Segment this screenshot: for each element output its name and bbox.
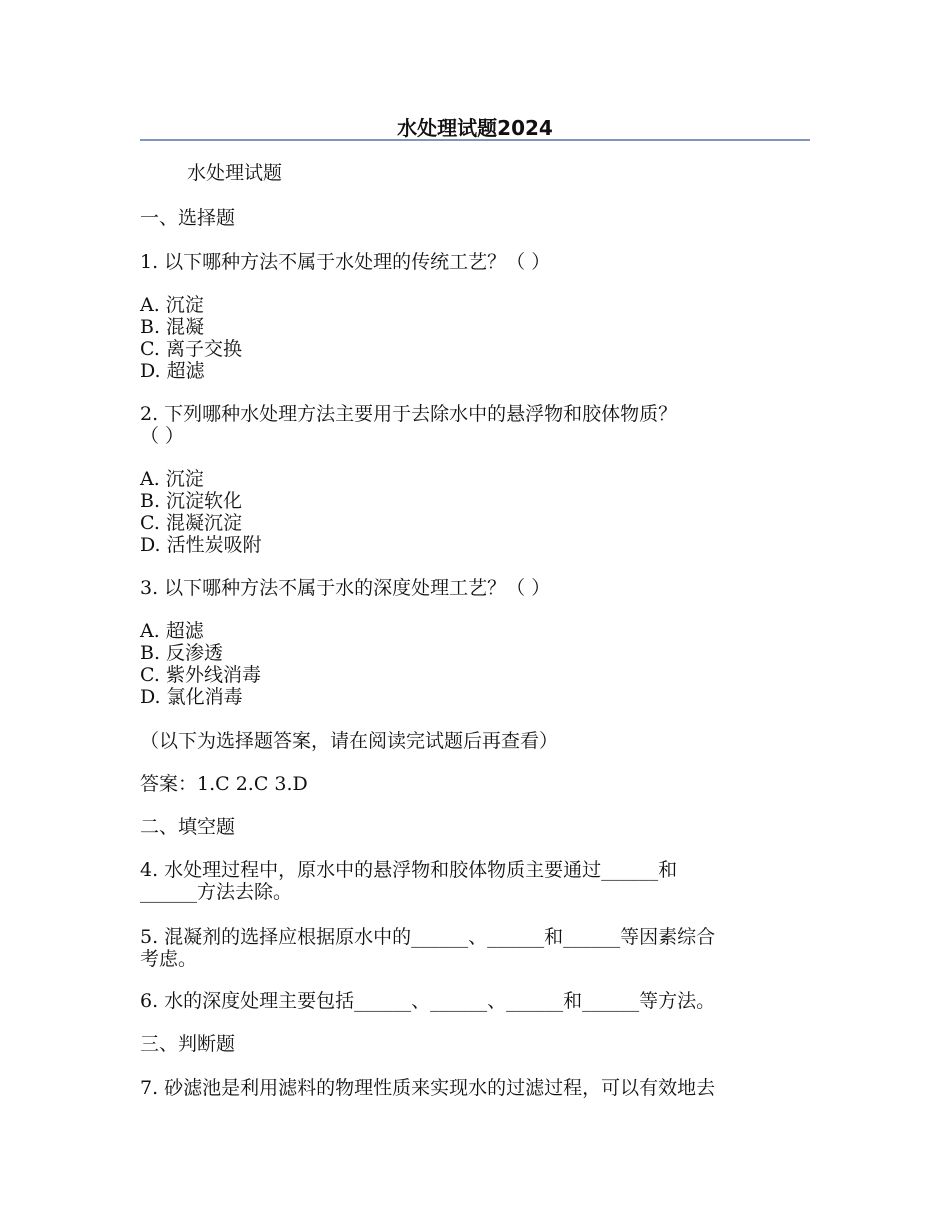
question-1-option-b: B. 混凝 xyxy=(140,316,205,338)
question-2-stem-line2: （ ） xyxy=(140,425,185,447)
question-3-option-c: C. 紫外线消毒 xyxy=(140,664,261,686)
title-divider xyxy=(140,139,810,141)
document-title: 水处理试题2024 xyxy=(397,116,553,140)
question-3-stem: 3. 以下哪种方法不属于水的深度处理工艺？（ ） xyxy=(140,577,551,599)
question-1-stem: 1. 以下哪种方法不属于水处理的传统工艺？（ ） xyxy=(140,251,551,273)
question-7-line1: 7. 砂滤池是利用滤料的物理性质来实现水的过滤过程，可以有效地去 xyxy=(140,1077,716,1099)
question-2-option-a: A. 沉淀 xyxy=(140,468,204,490)
question-2-option-c: C. 混凝沉淀 xyxy=(140,512,242,534)
section-heading-fill: 二、填空题 xyxy=(140,816,236,838)
question-5-line2: 考虑。 xyxy=(140,948,198,970)
question-2-stem-line1: 2. 下列哪种水处理方法主要用于去除水中的悬浮物和胶体物质？ xyxy=(140,403,678,425)
question-5-line1: 5. 混凝剂的选择应根据原水中的______、______和______等因素综合 xyxy=(140,926,716,948)
answer-note: （以下为选择题答案，请在阅读完试题后再查看） xyxy=(140,730,559,752)
question-3-option-d: D. 氯化消毒 xyxy=(140,686,243,708)
question-1-option-c: C. 离子交换 xyxy=(140,338,242,360)
question-3-option-b: B. 反渗透 xyxy=(140,642,224,664)
question-1-option-d: D. 超滤 xyxy=(140,360,205,382)
answer-key: 答案：1.C 2.C 3.D xyxy=(140,773,308,795)
question-6: 6. 水的深度处理主要包括______、______、______和______等方法。 xyxy=(140,990,716,1012)
question-3-option-a: A. 超滤 xyxy=(140,620,204,642)
question-2-option-b: B. 沉淀软化 xyxy=(140,490,243,512)
question-2-option-d: D. 活性炭吸附 xyxy=(140,534,262,556)
section-heading-choice: 一、选择题 xyxy=(140,207,236,229)
question-1-option-a: A. 沉淀 xyxy=(140,294,204,316)
document-subtitle: 水处理试题 xyxy=(187,162,283,184)
question-4-line2: ______方法去除。 xyxy=(140,881,293,903)
question-4-line1: 4. 水处理过程中，原水中的悬浮物和胶体物质主要通过______和 xyxy=(140,859,678,881)
section-heading-judge: 三、判断题 xyxy=(140,1033,236,1055)
